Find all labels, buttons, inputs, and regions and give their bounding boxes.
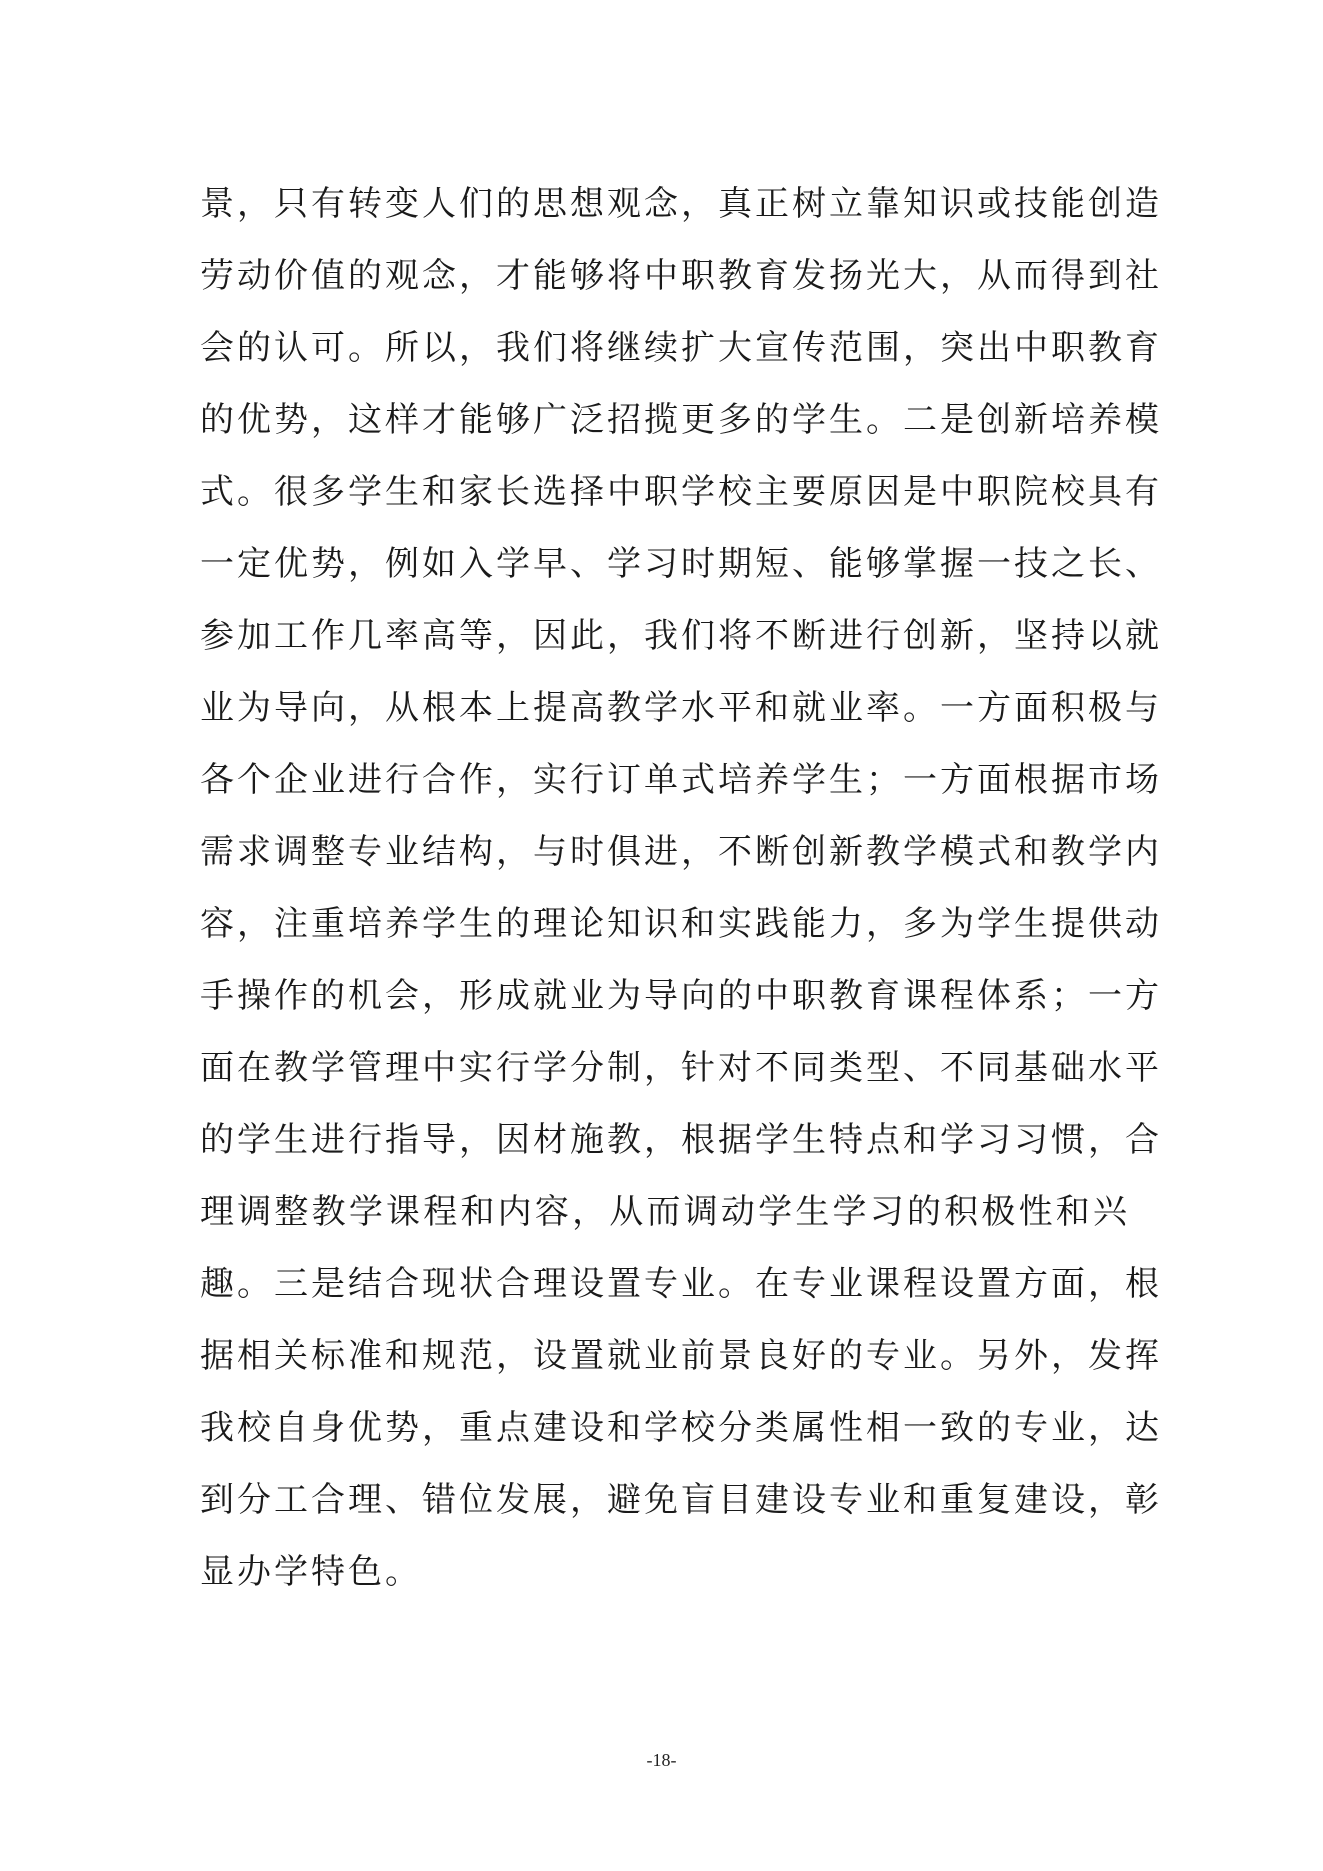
text-line: 据相关标准和规范，设置就业前景良好的专业。另外，发挥 xyxy=(200,1336,1162,1376)
text-line: 一定优势，例如入学早、学习时期短、能够掌握一技之长、 xyxy=(200,544,1162,584)
text-line: 需求调整专业结构，与时俱进，不断创新教学模式和教学内 xyxy=(200,832,1162,872)
text-line: 理调整教学课程和内容，从而调动学生学习的积极性和兴 xyxy=(200,1192,1130,1232)
body-paragraph xyxy=(200,168,1162,1608)
text-line-last: 显办学特色。 xyxy=(200,1552,422,1592)
text-line: 业为导向，从根本上提高教学水平和就业率。一方面积极与 xyxy=(200,688,1162,728)
text-line: 景，只有转变人们的思想观念，真正树立靠知识或技能创造 xyxy=(200,184,1162,224)
text-line: 面在教学管理中实行学分制，针对不同类型、不同基础水平 xyxy=(200,1048,1162,1088)
text-line: 参加工作几率高等，因此，我们将不断进行创新，坚持以就 xyxy=(200,616,1162,656)
text-line: 式。很多学生和家长选择中职学校主要原因是中职院校具有 xyxy=(200,472,1162,512)
text-line: 手操作的机会，形成就业为导向的中职教育课程体系；一方 xyxy=(200,976,1162,1016)
text-line: 我校自身优势，重点建设和学校分类属性相一致的专业，达 xyxy=(200,1408,1162,1448)
text-line: 各个企业进行合作，实行订单式培养学生；一方面根据市场 xyxy=(200,760,1162,800)
text-line: 的学生进行指导，因材施教，根据学生特点和学习习惯，合 xyxy=(200,1120,1162,1160)
text-line: 到分工合理、错位发展，避免盲目建设专业和重复建设，彰 xyxy=(200,1480,1162,1520)
text-line: 的优势，这样才能够广泛招揽更多的学生。二是创新培养模 xyxy=(200,400,1162,440)
text-line: 容，注重培养学生的理论知识和实践能力，多为学生提供动 xyxy=(200,904,1162,944)
page-number: -18- xyxy=(646,1750,677,1770)
text-line: 劳动价值的观念，才能够将中职教育发扬光大，从而得到社 xyxy=(200,256,1162,296)
text-line: 趣。三是结合现状合理设置专业。在专业课程设置方面，根 xyxy=(200,1264,1162,1304)
text-line: 会的认可。所以，我们将继续扩大宣传范围，突出中职教育 xyxy=(200,328,1162,368)
